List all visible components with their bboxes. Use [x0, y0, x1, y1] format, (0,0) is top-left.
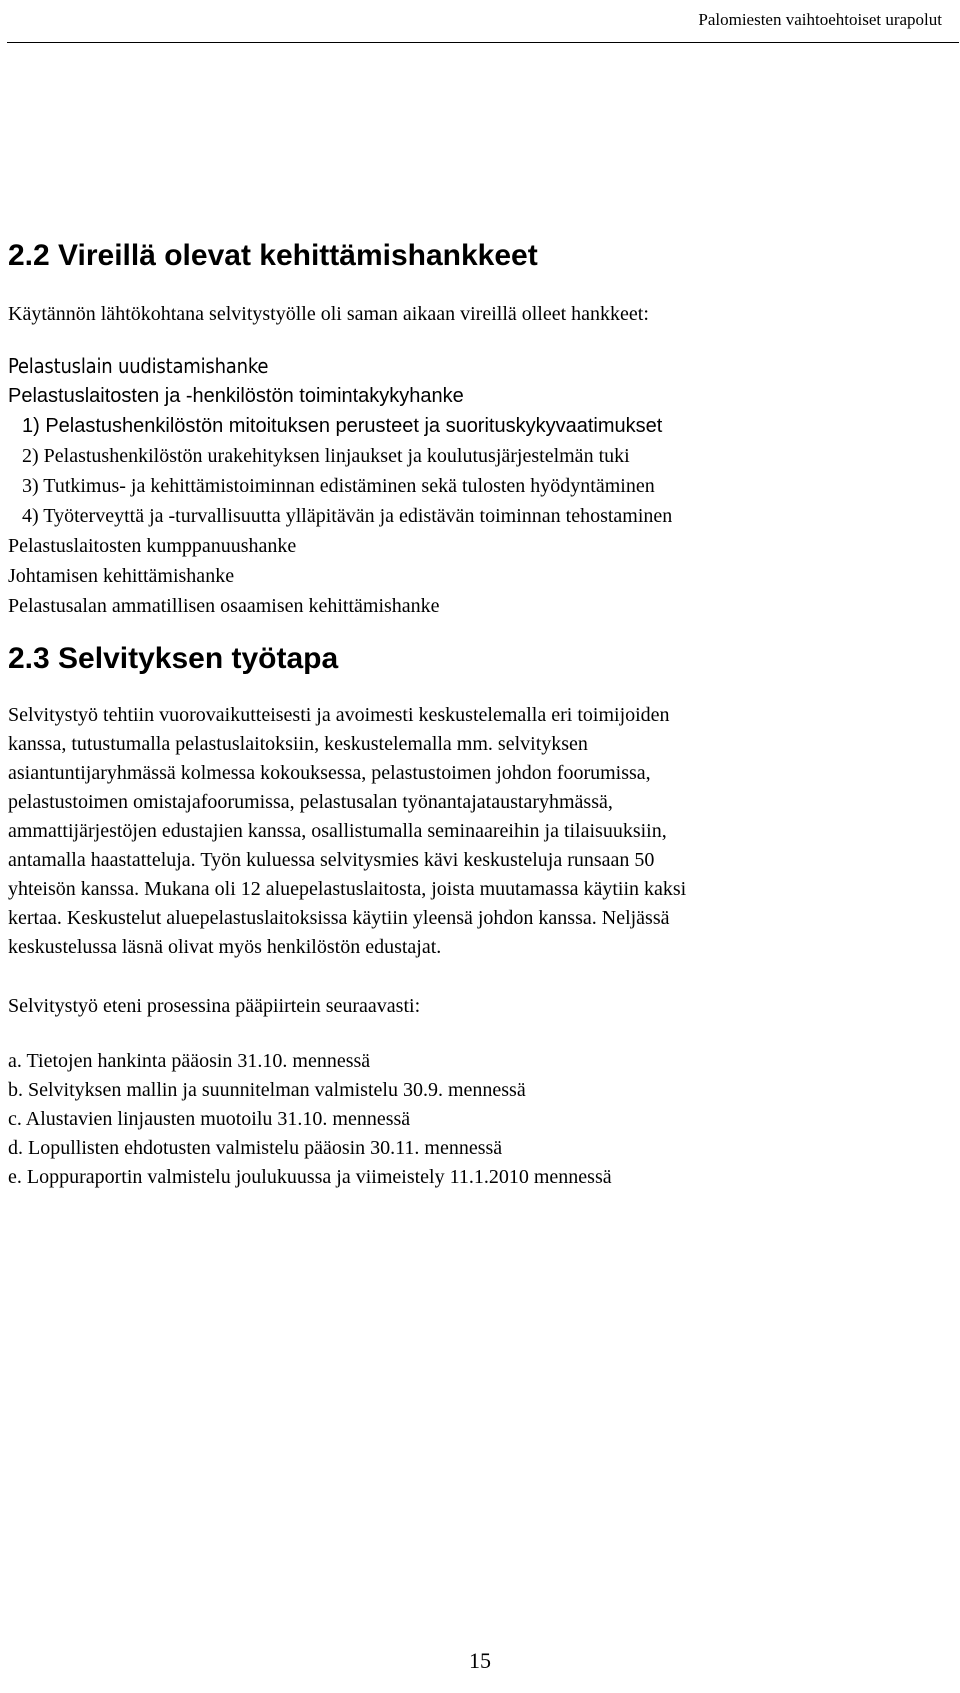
paragraph-line: Selvitystyö tehtiin vuorovaikutteisesti ja avoimesti keskustelemalla eri toimijoiden [8, 704, 670, 726]
project-list [8, 351, 948, 621]
page-number: 15 [469, 1648, 491, 1673]
project-subitem: 1) Pelastushenkilöstön mitoituksen perusteet ja suorituskykyvaatimukset [22, 415, 663, 437]
paragraph-line: yhteisön kanssa. Mukana oli 12 aluepelastuslaitosta, joista muutamassa käytiin kaksi [8, 878, 687, 900]
project-item: Pelastusalan ammatillisen osaamisen kehittämishanke [8, 595, 440, 617]
paragraph-line: kanssa, tutustumalla pelastuslaitoksiin, keskustelemalla mm. selvityksen [8, 733, 588, 755]
header-divider [7, 42, 959, 43]
paragraph-line: kertaa. Keskustelut aluepelastuslaitoksissa käytiin yleensä johdon kanssa. Neljässä [8, 907, 670, 929]
process-step: c. Alustavien linjausten muotoilu 31.10. mennessä [8, 1108, 411, 1130]
running-header: Palomiesten vaihtoehtoiset urapolut [698, 10, 942, 29]
project-item: Pelastuslain uudistamishanke [8, 354, 269, 378]
process-steps [8, 1047, 948, 1192]
process-step: a. Tietojen hankinta pääosin 31.10. mennessä [8, 1050, 371, 1072]
process-step: d. Lopullisten ehdotusten valmistelu pääosin 30.11. mennessä [8, 1137, 503, 1159]
process-step: b. Selvityksen mallin ja suunnitelman valmistelu 30.9. mennessä [8, 1079, 526, 1101]
paragraph-line: asiantuntijaryhmässä kolmessa kokouksessa, pelastustoimen johdon foorumissa, [8, 762, 651, 784]
paragraph-line: keskustelussa läsnä olivat myös henkilöstön edustajat. [8, 936, 442, 958]
paragraph-line: ammattijärjestöjen edustajien kanssa, osallistumalla seminaareihin ja tilaisuuksiin, [8, 820, 667, 842]
project-subitem: 2) Pelastushenkilöstön urakehityksen linjaukset ja koulutusjärjestelmän tuki [22, 445, 630, 467]
project-subitem: 3) Tutkimus- ja kehittämistoiminnan edistäminen sekä tulosten hyödyntäminen [22, 475, 655, 497]
paragraph-line: pelastustoimen omistajafoorumissa, pelastusalan työnantajataustaryhmässä, [8, 791, 613, 813]
project-subitem: 4) Työterveyttä ja -turvallisuutta ylläpitävän ja edistävän toiminnan tehostaminen [22, 505, 673, 527]
steps-intro: Selvitystyö eteni prosessina pääpiirtein seuraavasti: [8, 995, 421, 1017]
page-body [8, 238, 948, 1192]
project-item: Pelastuslaitosten kumppanuushanke [8, 535, 297, 557]
section-heading-2-3: 2.3 Selvityksen työtapa [8, 642, 339, 675]
paragraph-line: antamalla haastatteluja. Työn kuluessa selvitysmies kävi keskusteluja runsaan 50 [8, 849, 655, 871]
project-item: Pelastuslaitosten ja -henkilöstön toimintakykyhanke [8, 385, 464, 407]
method-paragraph [8, 701, 948, 962]
project-item: Johtamisen kehittämishanke [8, 565, 235, 587]
section-lead: Käytännön lähtökohtana selvitystyölle oli saman aikaan vireillä olleet hankkeet: [8, 303, 649, 325]
section-heading-2-2: 2.2 Vireillä olevat kehittämishankkeet [8, 239, 538, 272]
process-step: e. Loppuraportin valmistelu joulukuussa ja viimeistely 11.1.2010 mennessä [8, 1166, 612, 1188]
